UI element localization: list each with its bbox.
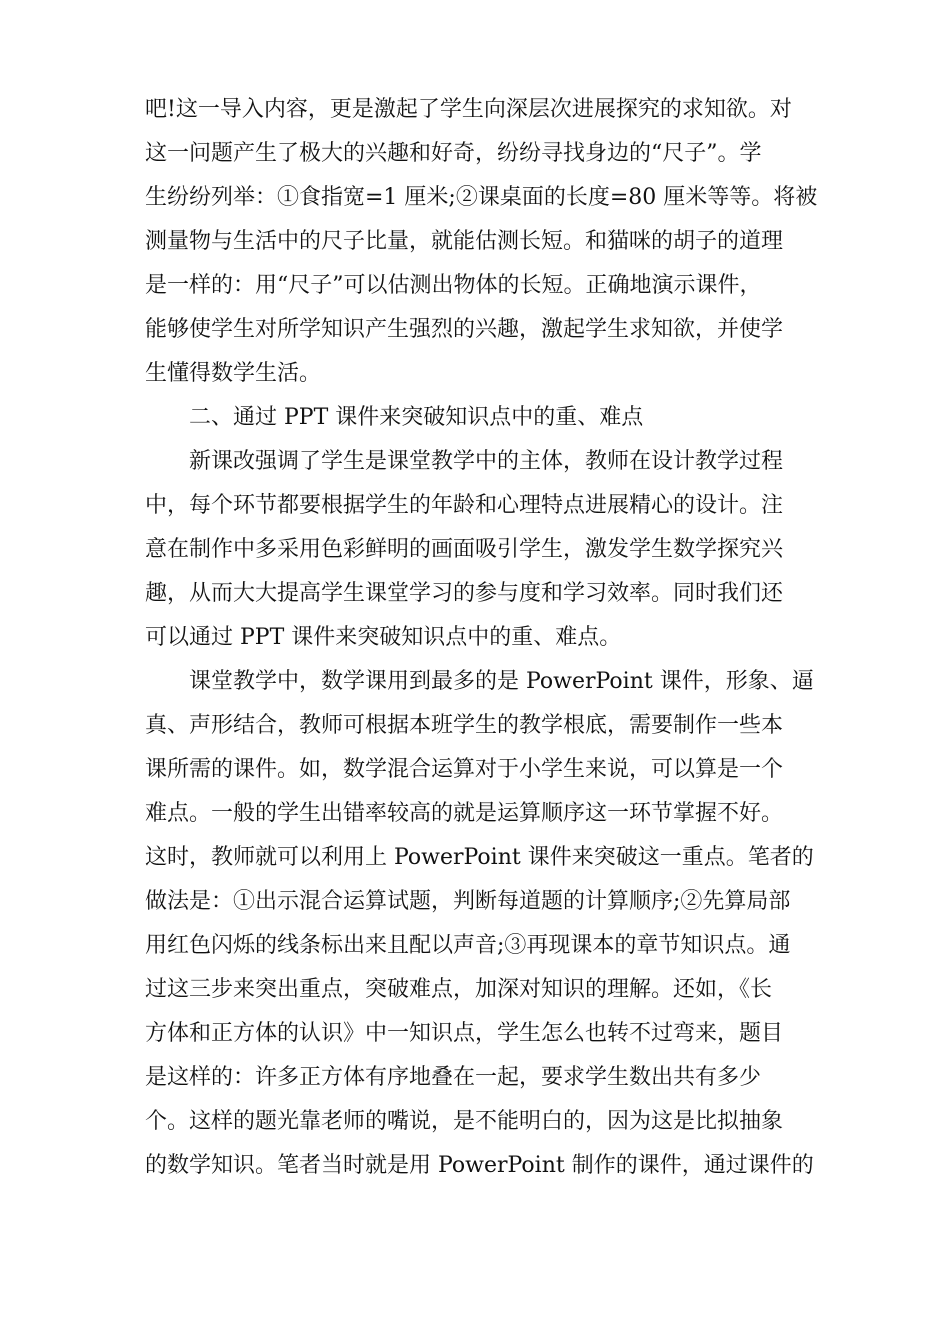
text-line: 是这样的：许多正方体有序地叠在一起，要求学生数出共有多少 <box>145 1065 762 1090</box>
document-body <box>145 88 818 1188</box>
text-line: 课所需的课件。如，数学混合运算对于小学生来说，可以算是一个 <box>145 757 784 782</box>
text-line: 中，每个环节都要根据学生的年龄和心理特点进展精心的设计。注 <box>145 493 784 518</box>
text-line: 真、声形结合，教师可根据本班学生的教学根底，需要制作一些本 <box>145 713 784 738</box>
text-line: 能够使学生对所学知识产生强烈的兴趣，激起学生求知欲，并使学 <box>145 317 784 342</box>
text-line: 课堂教学中，数学课用到最多的是 PowerPoint 课件，形象、逼 <box>189 669 814 694</box>
text-line: 这时，教师就可以利用上 PowerPoint 课件来突破这一重点。笔者的 <box>145 845 814 870</box>
text-line: 趣，从而大大提高学生课堂学习的参与度和学习效率。同时我们还 <box>145 581 784 606</box>
section-heading: 二、通过 PPT 课件来突破知识点中的重、难点 <box>189 405 644 430</box>
text-line: 意在制作中多采用色彩鲜明的画面吸引学生，激发学生数学探究兴 <box>145 537 784 562</box>
text-line: 用红色闪烁的线条标出来且配以声音;③再现课本的章节知识点。通 <box>145 933 791 958</box>
text-line: 的数学知识。笔者当时就是用 PowerPoint 制作的课件，通过课件的 <box>145 1153 814 1178</box>
text-line: 做法是：①出示混合运算试题，判断每道题的计算顺序;②先算局部 <box>145 889 791 914</box>
text-line: 难点。一般的学生出错率较高的就是运算顺序这一环节掌握不好。 <box>145 801 784 826</box>
text-line: 是一样的：用“尺子”可以估测出物体的长短。正确地演示课件， <box>145 273 762 298</box>
text-line: 吧!这一导入内容，更是激起了学生向深层次进展探究的求知欲。对 <box>145 97 792 122</box>
text-line: 方体和正方体的认识》中一知识点，学生怎么也转不过弯来，题目 <box>145 1021 784 1046</box>
paragraph-3 <box>145 660 814 1188</box>
text-line: 生纷纷列举：①食指宽=1 厘米;②课桌面的长度=80 厘米等等。将被 <box>145 185 818 210</box>
text-line: 过这三步来突出重点，突破难点，加深对知识的理解。还如，《长 <box>145 977 773 1002</box>
text-line: 生懂得数学生活。 <box>145 361 322 386</box>
text-line: 新课改强调了学生是课堂教学中的主体，教师在设计教学过程 <box>189 449 784 474</box>
text-line: 可以通过 PPT 课件来突破知识点中的重、难点。 <box>145 625 622 650</box>
paragraph-2 <box>145 440 810 660</box>
paragraph-1 <box>145 88 818 396</box>
text-line: 个。这样的题光靠老师的嘴说，是不能明白的，因为这是比拟抽象 <box>145 1109 784 1134</box>
text-line: 这一问题产生了极大的兴趣和好奇，纷纷寻找身边的“尺子”。学 <box>145 141 762 166</box>
text-line: 测量物与生活中的尺子比量，就能估测长短。和猫咪的胡子的道理 <box>145 229 784 254</box>
